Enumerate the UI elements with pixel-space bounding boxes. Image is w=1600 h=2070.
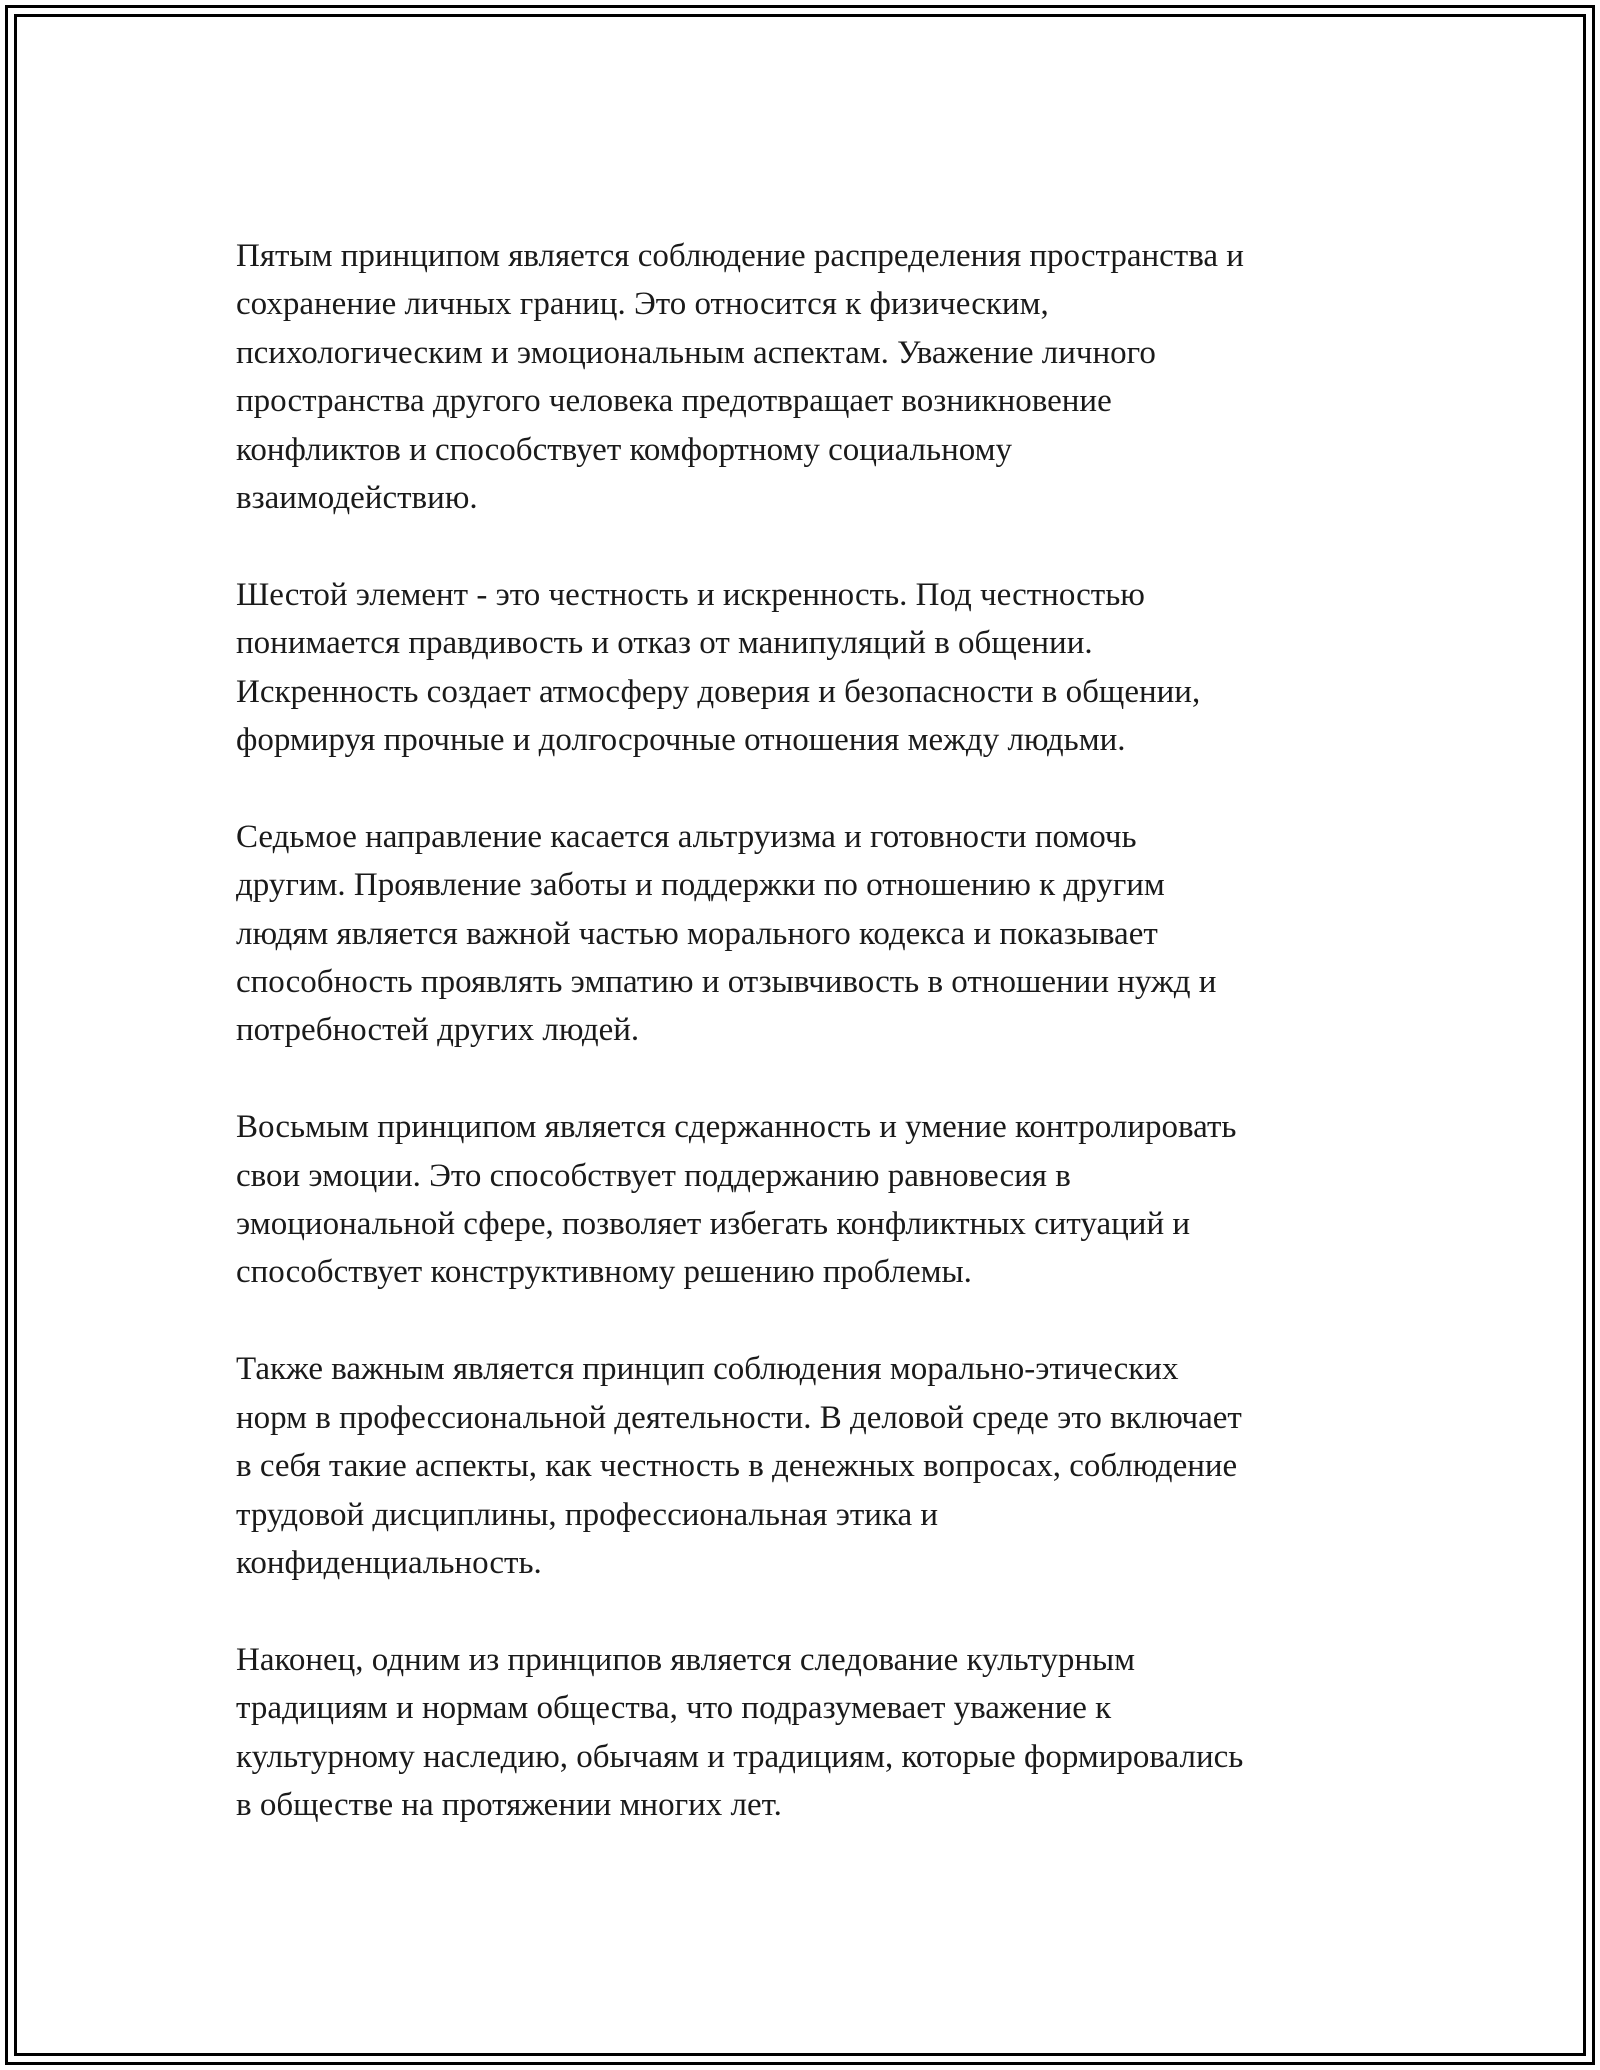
text-line: конфликтов и способствует комфортному социальному [236,431,1012,468]
paragraph-personal-boundaries [236,232,1386,522]
text-line: людям является важной частью морального кодекса и показывает [236,915,1158,952]
text-line: свои эмоции. Это способствует поддержанию равновесия в [236,1157,1071,1194]
paragraph-altruism [236,813,1386,1055]
text-line: способность проявлять эмпатию и отзывчивость в отношении нужд и [236,964,1217,1001]
text-line: Наконец, одним из принципов является следование культурным [236,1641,1136,1678]
text-line: трудовой дисциплины, профессиональная этика и [236,1496,939,1533]
text-line: Седьмое направление касается альтруизма и готовности помочь [236,818,1137,855]
text-line: конфиденциальность. [236,1544,542,1581]
text-line: Восьмым принципом является сдержанность и умение контролировать [236,1109,1237,1146]
document-body [236,232,1386,1878]
text-line: другим. Проявление заботы и поддержки по отношению к другим [236,867,1165,904]
paragraph-self-control [236,1103,1386,1297]
text-line: Шестой элемент - это честность и искренность. Под честностью [236,576,1145,613]
paragraph-cultural-traditions [236,1636,1386,1830]
text-line: пространства другого человека предотвращает возникновение [236,383,1112,420]
paragraph-professional-ethics [236,1345,1386,1587]
text-line: в себя такие аспекты, как честность в денежных вопросах, соблюдение [236,1448,1238,1485]
text-line: психологическим и эмоциональным аспектам. Уважение личного [236,334,1156,371]
text-line: взаимодействию. [236,480,478,517]
text-line: потребностей других людей. [236,1012,640,1049]
text-line: сохранение личных границ. Это относится к физическим, [236,286,1049,323]
text-line: в обществе на протяжении многих лет. [236,1786,782,1823]
text-line: Также важным является принцип соблюдения морально-этических [236,1351,1179,1388]
text-line: культурному наследию, обычаям и традициям, которые формировались [236,1738,1244,1775]
text-line: Искренность создает атмосферу доверия и безопасности в общении, [236,673,1201,710]
text-line: Пятым принципом является соблюдение распределения пространства и [236,238,1244,274]
text-line: эмоциональной сфере, позволяет избегать конфликтных ситуаций и [236,1206,1191,1243]
text-line: способствует конструктивному решению проблемы. [236,1254,972,1291]
text-line: понимается правдивость и отказ от манипуляций в общении. [236,625,1093,662]
paragraph-honesty [236,571,1386,765]
text-line: формируя прочные и долгосрочные отношения между людьми. [236,722,1126,759]
text-line: традициям и нормам общества, что подразумевает уважение к [236,1690,1112,1727]
text-line: норм в профессиональной деятельности. В деловой среде это включает [236,1399,1242,1436]
